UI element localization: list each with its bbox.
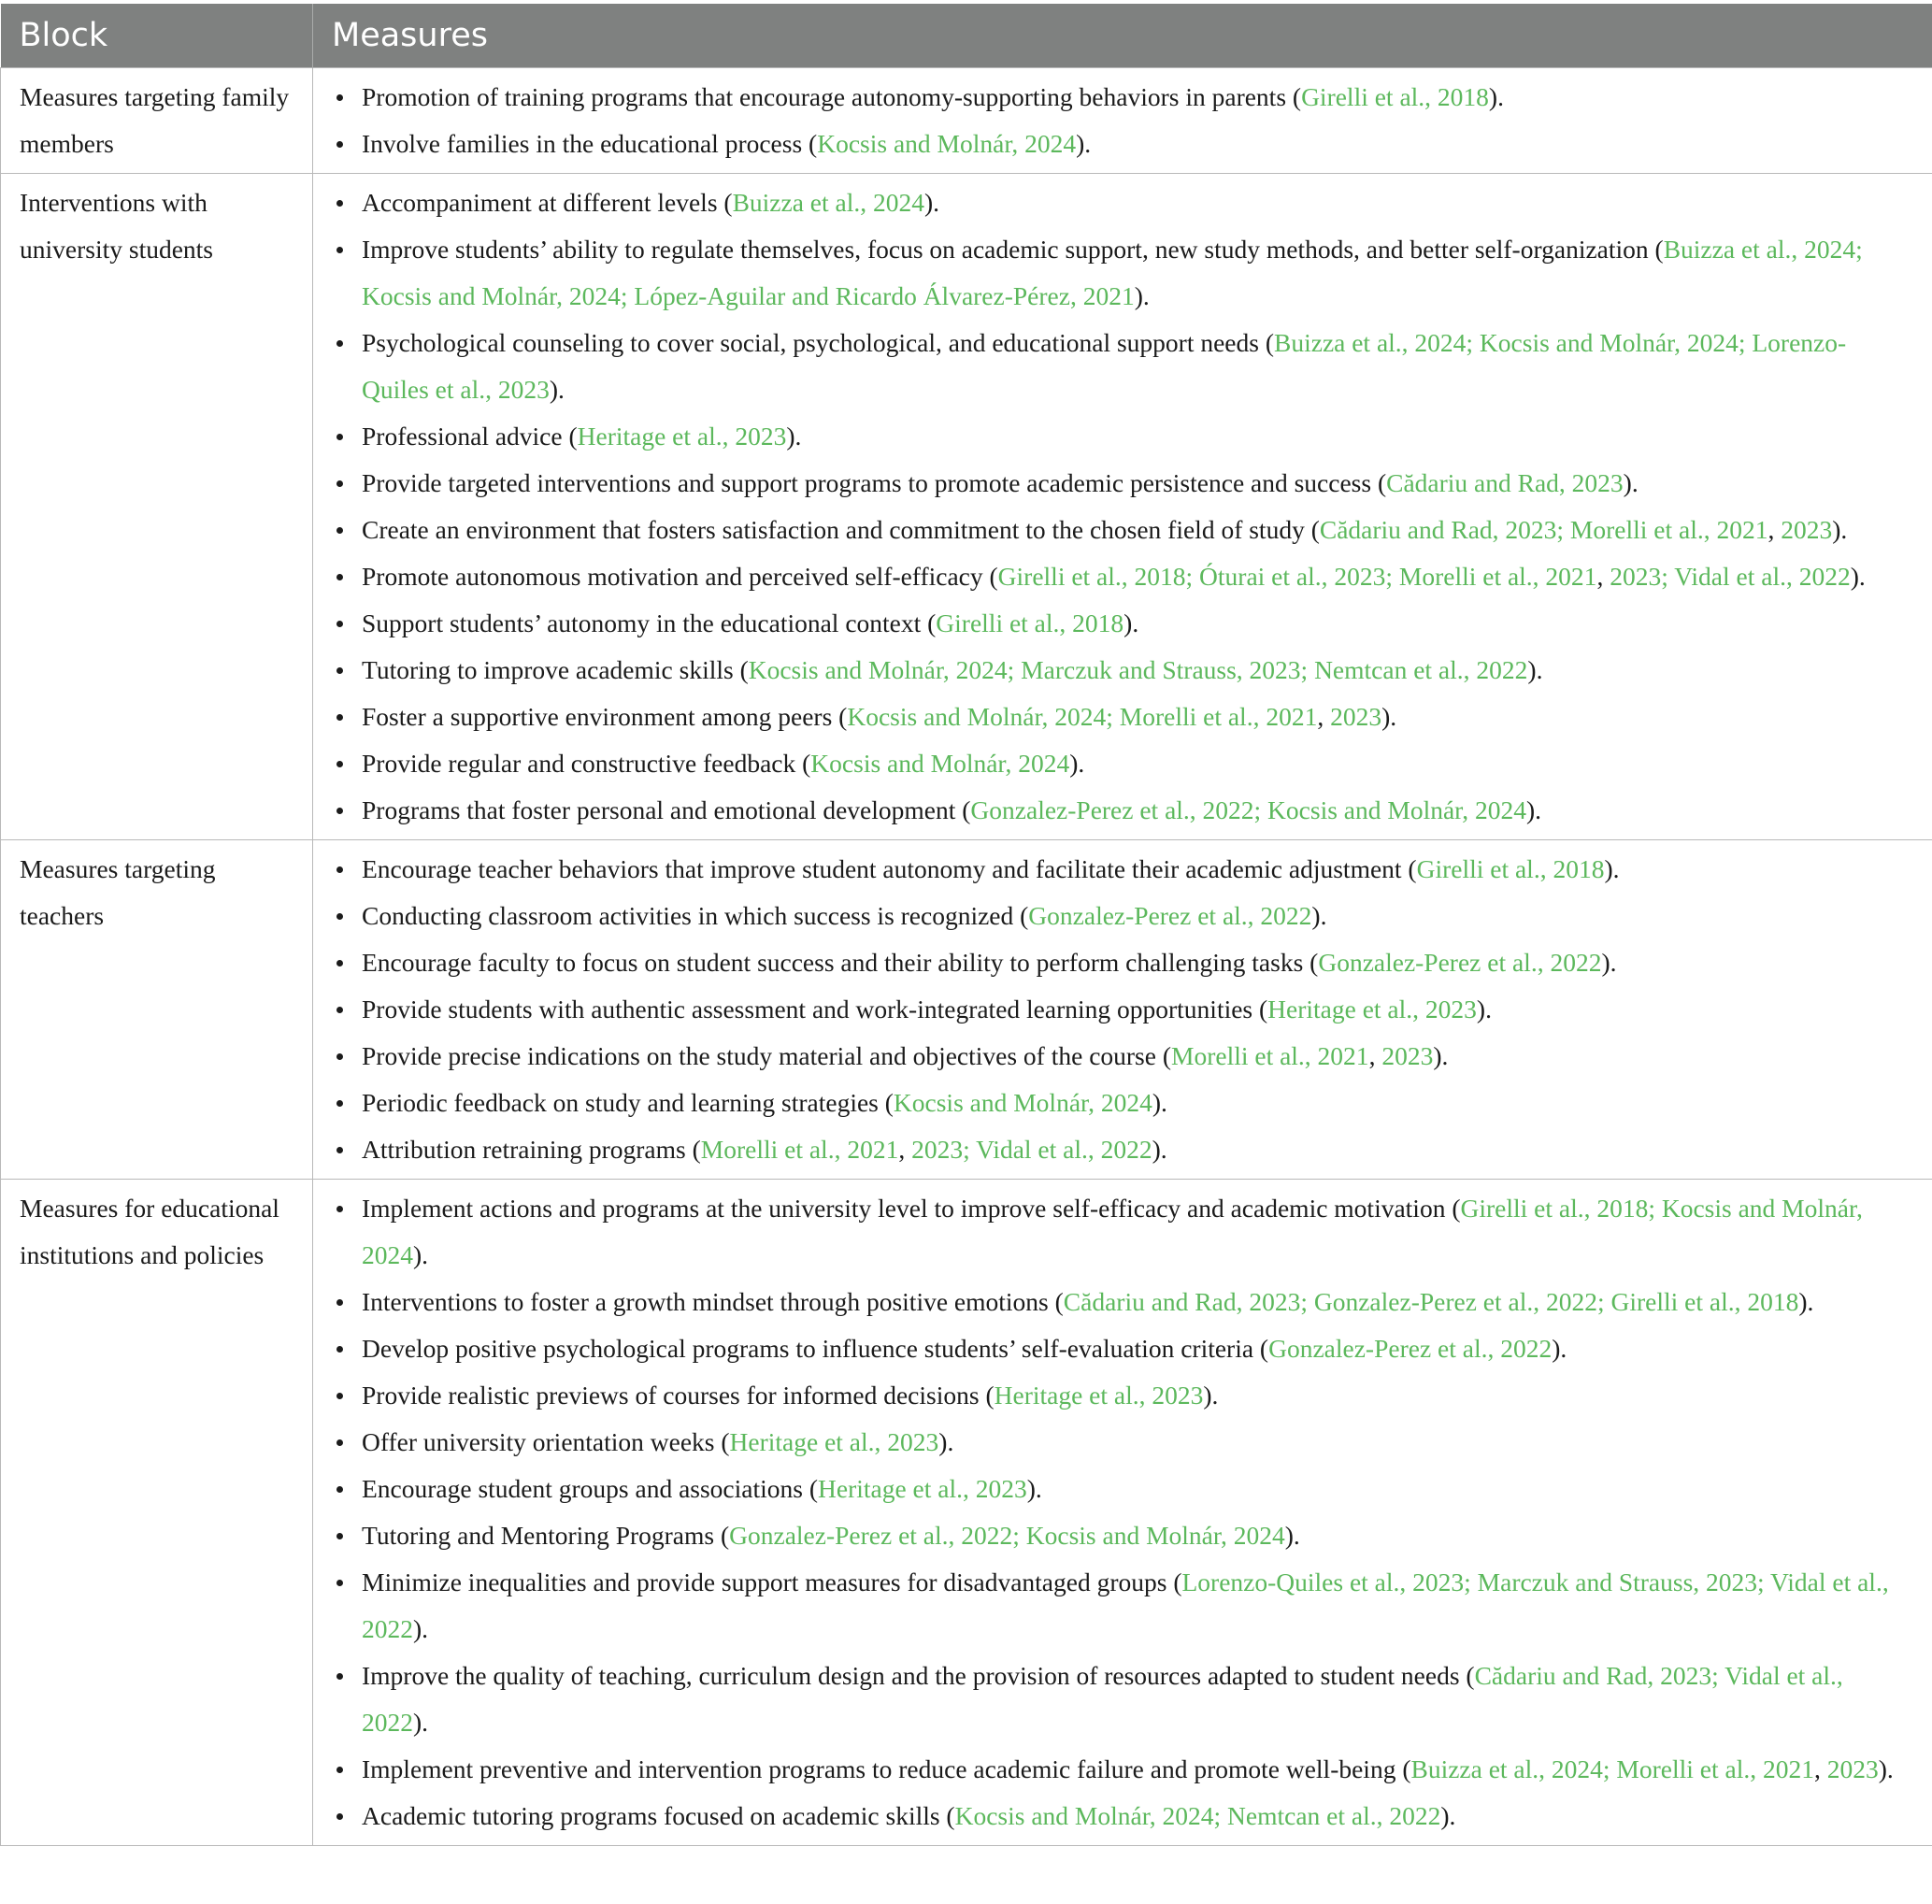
citation-link[interactable]: Heritage et al., 2023	[818, 1474, 1027, 1503]
citation-link[interactable]: Girelli et al., 2018	[1301, 82, 1489, 111]
measure-text: ).	[1026, 1474, 1042, 1503]
measure-text: ).	[938, 1427, 954, 1456]
measure-text: ).	[1069, 749, 1085, 778]
header-block: Block	[1, 4, 313, 68]
list-item	[362, 74, 1911, 121]
citation-link[interactable]: Morelli et al., 2021	[700, 1135, 899, 1164]
measure-text: Professional advice (	[362, 422, 578, 451]
measure-text: Psychological counseling to cover social, psychological, and educational support needs (	[362, 328, 1274, 357]
measure-text: ).	[1601, 948, 1617, 977]
measure-text: ).	[1076, 129, 1092, 158]
measure-text: ).	[413, 1240, 429, 1269]
measure-text: ).	[1440, 1801, 1456, 1830]
list-item	[362, 787, 1911, 834]
measure-text: ,	[1596, 562, 1610, 591]
measure-text: Accompaniment at different levels (	[362, 188, 733, 217]
citation-link[interactable]: Gonzalez-Perez et al., 2022	[1028, 901, 1312, 930]
citation-link[interactable]: Buizza et al., 2024; Kocsis and Molnár, 2024; López-Aguilar and Ricardo Álvarez-Pérez, 2021	[362, 235, 1863, 310]
citation-link[interactable]: Heritage et al., 2023	[1267, 995, 1477, 1024]
measure-text: Minimize inequalities and provide support measures for disadvantaged groups (	[362, 1568, 1182, 1596]
citation-link[interactable]: Morelli et al., 2021	[1171, 1041, 1369, 1070]
measure-text: ).	[1850, 562, 1866, 591]
measure-text: Tutoring to improve academic skills (	[362, 655, 749, 684]
citation-link[interactable]: Heritage et al., 2023	[577, 422, 787, 451]
table-row	[1, 68, 1932, 174]
citation-link[interactable]: Buizza et al., 2024	[732, 188, 924, 217]
measures-cell	[313, 174, 1932, 840]
list-item	[362, 1466, 1911, 1512]
citation-link[interactable]: 2023	[1781, 515, 1833, 544]
list-item	[362, 986, 1911, 1033]
measure-text: ,	[1317, 702, 1331, 731]
measure-text: ,	[1368, 1041, 1382, 1070]
block-cell: Interventions with university students	[1, 174, 313, 840]
measure-text: ).	[1381, 702, 1397, 731]
citation-link[interactable]: Kocsis and Molnár, 2024; Marczuk and Strauss, 2023; Nemtcan et al., 2022	[748, 655, 1528, 684]
block-cell: Measures for educational institutions and policies	[1, 1180, 313, 1846]
measure-text: ).	[1527, 655, 1543, 684]
list-item	[362, 1080, 1911, 1126]
citation-link[interactable]: Buizza et al., 2024; Morelli et al., 2021	[1410, 1754, 1814, 1783]
citation-link[interactable]: 2023; Vidal et al., 2022	[911, 1135, 1152, 1164]
citation-link[interactable]: Kocsis and Molnár, 2024; Morelli et al., 2021	[847, 702, 1318, 731]
measure-text: ).	[1623, 468, 1639, 497]
measure-text: Promote autonomous motivation and perceived self-efficacy (	[362, 562, 998, 591]
measure-text: Tutoring and Mentoring Programs (	[362, 1521, 730, 1550]
measure-text: ).	[1798, 1287, 1814, 1316]
list-item	[362, 226, 1911, 320]
measures-list	[313, 179, 1911, 834]
list-item	[362, 460, 1911, 507]
measure-text: Involve families in the educational process (	[362, 129, 818, 158]
measures-table	[0, 4, 1932, 1846]
measure-text: Encourage teacher behaviors that improve student autonomy and facilitate their academic adjustment (	[362, 854, 1417, 883]
measure-text: ).	[1152, 1088, 1167, 1117]
measure-text: Improve the quality of teaching, curriculum design and the provision of resources adapted to student needs (	[362, 1661, 1475, 1690]
measure-text: ).	[1152, 1135, 1167, 1164]
list-item	[362, 846, 1911, 893]
list-item	[362, 647, 1911, 694]
measure-text: Improve students’ ability to regulate themselves, focus on academic support, new study methods, and better self-organization (	[362, 235, 1664, 264]
measure-text: Provide precise indications on the study material and objectives of the course (	[362, 1041, 1171, 1070]
list-item	[362, 320, 1911, 413]
citation-link[interactable]: 2023	[1330, 702, 1382, 731]
measures-list	[313, 1185, 1911, 1840]
citation-link[interactable]: Gonzalez-Perez et al., 2022; Kocsis and Molnár, 2024	[970, 795, 1526, 824]
measure-text: Promotion of training programs that encourage autonomy-supporting behaviors in parents (	[362, 82, 1302, 111]
measure-text: ).	[1476, 995, 1492, 1024]
measures-cell	[313, 840, 1932, 1180]
list-item	[362, 1512, 1911, 1559]
measure-text: ).	[1604, 854, 1620, 883]
measure-text: ).	[413, 1708, 429, 1737]
measure-text: Provide regular and constructive feedback (	[362, 749, 811, 778]
list-item	[362, 1185, 1911, 1279]
citation-link[interactable]: Gonzalez-Perez et al., 2022	[1318, 948, 1602, 977]
measure-text: Attribution retraining programs (	[362, 1135, 701, 1164]
table-header	[1, 4, 1932, 68]
table-row	[1, 174, 1932, 840]
header-measures: Measures	[313, 4, 1932, 68]
measure-text: ).	[786, 422, 802, 451]
table-body	[1, 68, 1932, 1846]
measure-text: Interventions to foster a growth mindset through positive emotions (	[362, 1287, 1064, 1316]
measure-text: Implement preventive and intervention programs to reduce academic failure and promote well-being (	[362, 1754, 1411, 1783]
measure-text: Periodic feedback on study and learning strategies (	[362, 1088, 894, 1117]
citation-link[interactable]: Cădariu and Rad, 2023; Vidal et al., 2022	[362, 1661, 1843, 1737]
list-item	[362, 121, 1911, 167]
measures-list	[313, 74, 1911, 167]
citation-link[interactable]: Heritage et al., 2023	[729, 1427, 939, 1456]
citation-link[interactable]: Buizza et al., 2024; Kocsis and Molnár, 2024; Lorenzo-Quiles et al., 2023	[362, 328, 1847, 404]
citation-link[interactable]: Girelli et al., 2018	[936, 608, 1124, 637]
citation-link[interactable]: Cădariu and Rad, 2023; Morelli et al., 2021	[1319, 515, 1768, 544]
citation-link[interactable]: Cădariu and Rad, 2023; Gonzalez-Perez et al., 2022; Girelli et al., 2018	[1063, 1287, 1799, 1316]
block-cell: Measures targeting teachers	[1, 840, 313, 1180]
measure-text: Provide students with authentic assessment and work-integrated learning opportunities (	[362, 995, 1268, 1024]
measure-text: ).	[1525, 795, 1542, 824]
list-item	[362, 1279, 1911, 1325]
header-row	[1, 4, 1932, 68]
measure-text: Foster a supportive environment among peers (	[362, 702, 848, 731]
list-item	[362, 179, 1911, 226]
measure-text: ,	[898, 1135, 912, 1164]
list-item	[362, 1746, 1911, 1793]
list-item	[362, 553, 1911, 600]
measure-text: ).	[1311, 901, 1327, 930]
measure-text: Create an environment that fosters satisfaction and commitment to the chosen field of study (	[362, 515, 1320, 544]
list-item	[362, 1372, 1911, 1419]
citation-link[interactable]: Lorenzo-Quiles et al., 2023; Marczuk and Strauss, 2023; Vidal et al., 2022	[362, 1568, 1889, 1643]
citation-link[interactable]: 2023; Vidal et al., 2022	[1610, 562, 1851, 591]
measures-table-container	[0, 4, 1932, 1846]
measure-text: Offer university orientation weeks (	[362, 1427, 730, 1456]
measure-text: ).	[1433, 1041, 1449, 1070]
list-item	[362, 1653, 1911, 1746]
measure-text: Provide realistic previews of courses for informed decisions (	[362, 1381, 995, 1410]
citation-link[interactable]: Girelli et al., 2018	[1416, 854, 1605, 883]
table-row	[1, 840, 1932, 1180]
measure-text: Programs that foster personal and emotional development (	[362, 795, 971, 824]
measure-text: ).	[549, 375, 565, 404]
citation-link[interactable]: 2023	[1826, 1754, 1879, 1783]
measure-text: Encourage faculty to focus on student success and their ability to perform challenging tasks (	[362, 948, 1319, 977]
list-item	[362, 1325, 1911, 1372]
list-item	[362, 413, 1911, 460]
citation-link[interactable]: Kocsis and Molnár, 2024	[893, 1088, 1152, 1117]
list-item	[362, 600, 1911, 647]
measure-text: ).	[1203, 1381, 1219, 1410]
citation-link[interactable]: Gonzalez-Perez et al., 2022	[1268, 1334, 1553, 1363]
citation-link[interactable]: Kocsis and Molnár, 2024	[810, 749, 1070, 778]
measure-text: Conducting classroom activities in which success is recognized (	[362, 901, 1029, 930]
measure-text: ,	[1813, 1754, 1827, 1783]
measure-text: Develop positive psychological programs to influence students’ self-evaluation criteria (	[362, 1334, 1269, 1363]
citation-link[interactable]: Girelli et al., 2018; Óturai et al., 2023; Morelli et al., 2021	[997, 562, 1597, 591]
measure-text: ).	[1488, 82, 1504, 111]
citation-link[interactable]: 2023	[1381, 1041, 1434, 1070]
measure-text: ).	[1878, 1754, 1894, 1783]
measures-cell	[313, 1180, 1932, 1846]
list-item	[362, 694, 1911, 740]
measure-text: Implement actions and programs at the university level to improve self-efficacy and academic motivation (	[362, 1194, 1461, 1223]
citation-link[interactable]: Kocsis and Molnár, 2024	[817, 129, 1077, 158]
measures-cell	[313, 68, 1932, 174]
measure-text: ).	[413, 1614, 429, 1643]
list-item	[362, 1033, 1911, 1080]
list-item	[362, 1419, 1911, 1466]
list-item	[362, 1559, 1911, 1653]
list-item	[362, 507, 1911, 553]
measure-text: ,	[1767, 515, 1782, 544]
measure-text: ).	[923, 188, 940, 217]
measures-list	[313, 846, 1911, 1173]
measure-text: ).	[1284, 1521, 1300, 1550]
list-item	[362, 893, 1911, 939]
measure-text: Academic tutoring programs focused on academic skills (	[362, 1801, 955, 1830]
citation-link[interactable]: Kocsis and Molnár, 2024; Nemtcan et al., 2022	[954, 1801, 1441, 1830]
table-row	[1, 1180, 1932, 1846]
measure-text: Encourage student groups and associations (	[362, 1474, 819, 1503]
citation-link[interactable]: Cădariu and Rad, 2023	[1386, 468, 1624, 497]
measure-text: Support students’ autonomy in the educational context (	[362, 608, 937, 637]
citation-link[interactable]: Girelli et al., 2018; Kocsis and Molnár, 2024	[362, 1194, 1863, 1269]
list-item	[362, 939, 1911, 986]
block-cell: Measures targeting family members	[1, 68, 313, 174]
measure-text: ).	[1552, 1334, 1567, 1363]
measure-text: ).	[1123, 608, 1139, 637]
list-item	[362, 740, 1911, 787]
citation-link[interactable]: Gonzalez-Perez et al., 2022; Kocsis and Molnár, 2024	[729, 1521, 1285, 1550]
list-item	[362, 1126, 1911, 1173]
measure-text: Provide targeted interventions and support programs to promote academic persistence and success (	[362, 468, 1387, 497]
citation-link[interactable]: Heritage et al., 2023	[994, 1381, 1204, 1410]
list-item	[362, 1793, 1911, 1840]
measure-text: ).	[1832, 515, 1848, 544]
measure-text: ).	[1134, 281, 1150, 310]
